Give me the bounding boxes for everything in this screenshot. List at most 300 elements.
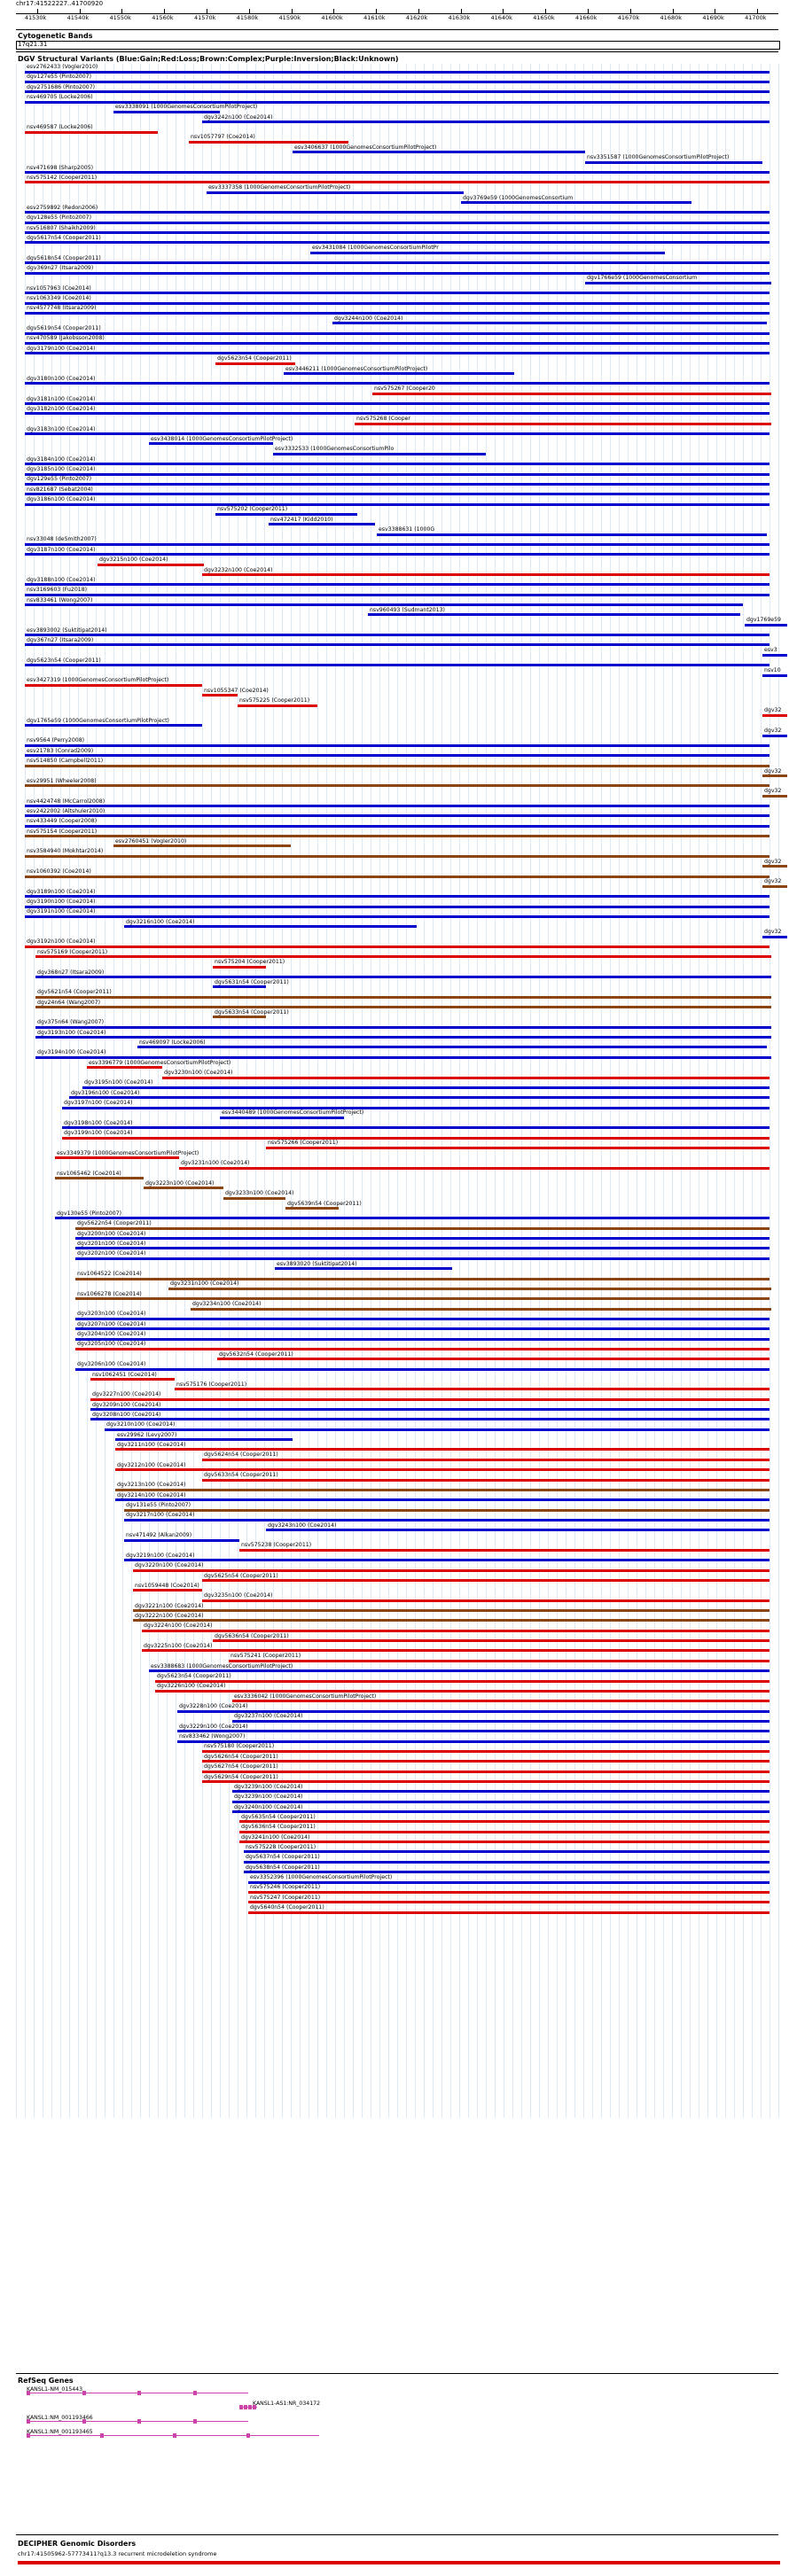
dgv-variant-row[interactable] bbox=[0, 818, 789, 828]
dgv-variant-bar[interactable] bbox=[25, 131, 158, 134]
dgv-variant-row[interactable] bbox=[0, 1442, 789, 1451]
dgv-variant-row[interactable] bbox=[0, 737, 789, 747]
dgv-variant-row[interactable] bbox=[0, 506, 789, 516]
dgv-variant-row[interactable] bbox=[0, 1733, 789, 1743]
dgv-variant-row[interactable] bbox=[0, 1381, 789, 1391]
dgv-variant-bar[interactable] bbox=[25, 594, 769, 596]
dgv-variant-row[interactable] bbox=[0, 214, 789, 224]
dgv-variant-row[interactable] bbox=[0, 1241, 789, 1250]
dgv-variant-row[interactable] bbox=[0, 1834, 789, 1844]
dgv-variant-row[interactable] bbox=[0, 899, 789, 908]
dgv-variant-row[interactable] bbox=[0, 1291, 789, 1301]
dgv-variant-bar[interactable] bbox=[55, 1177, 144, 1179]
dgv-variant-bar[interactable] bbox=[133, 1589, 202, 1592]
dgv-variant-bar[interactable] bbox=[244, 1861, 769, 1864]
dgv-variant-row[interactable] bbox=[0, 1331, 789, 1341]
dgv-variant-bar[interactable] bbox=[155, 1690, 769, 1693]
dgv-variant-row[interactable] bbox=[0, 1100, 789, 1109]
dgv-variant-bar[interactable] bbox=[75, 1327, 769, 1330]
dgv-variant-bar[interactable] bbox=[25, 342, 769, 345]
dgv-variant-row[interactable] bbox=[0, 1502, 789, 1512]
dgv-variant-row[interactable] bbox=[0, 376, 789, 385]
dgv-variant-bar[interactable] bbox=[133, 1619, 769, 1622]
dgv-variant-bar[interactable] bbox=[229, 1660, 769, 1662]
dgv-variant-row[interactable] bbox=[0, 1030, 789, 1039]
dgv-variant-row[interactable] bbox=[0, 1492, 789, 1502]
dgv-variant-bar[interactable] bbox=[25, 664, 769, 666]
dgv-variant-bar[interactable] bbox=[105, 1428, 769, 1431]
dgv-variant-row[interactable] bbox=[0, 1019, 789, 1029]
dgv-variant-row[interactable] bbox=[0, 1864, 789, 1874]
dgv-variant-row[interactable] bbox=[0, 808, 789, 818]
dgv-variant-row[interactable] bbox=[0, 748, 789, 758]
dgv-variant-bar[interactable] bbox=[248, 1911, 769, 1914]
dgv-variant-bar[interactable] bbox=[220, 1117, 344, 1119]
dgv-variant-row[interactable] bbox=[0, 1171, 789, 1180]
dgv-variant-bar[interactable] bbox=[55, 1217, 769, 1219]
dgv-variant-bar[interactable] bbox=[25, 473, 769, 476]
dgv-variant-bar[interactable] bbox=[75, 1247, 769, 1249]
dgv-variant-row[interactable] bbox=[0, 697, 789, 707]
dgv-variant-row[interactable] bbox=[0, 1451, 789, 1461]
dgv-variant-bar[interactable] bbox=[202, 694, 238, 697]
dgv-variant-bar[interactable] bbox=[25, 603, 743, 606]
dgv-variant-row[interactable] bbox=[0, 1784, 789, 1794]
dgv-variant-bar[interactable] bbox=[124, 1559, 769, 1561]
dgv-variant-row[interactable] bbox=[0, 1522, 789, 1532]
dgv-variant-bar[interactable] bbox=[762, 795, 787, 798]
dgv-variant-bar[interactable] bbox=[585, 161, 762, 164]
dgv-variant-row[interactable] bbox=[0, 325, 789, 335]
dgv-variant-bar[interactable] bbox=[25, 876, 769, 878]
dgv-variant-row[interactable] bbox=[0, 1180, 789, 1190]
dgv-variant-row[interactable] bbox=[0, 1542, 789, 1552]
dgv-variant-bar[interactable] bbox=[585, 282, 771, 284]
dgv-variant-bar[interactable] bbox=[189, 141, 348, 144]
dgv-variant-row[interactable] bbox=[0, 1039, 789, 1049]
dgv-variant-row[interactable] bbox=[0, 536, 789, 546]
dgv-variant-row[interactable] bbox=[0, 295, 789, 305]
dgv-variant-row[interactable] bbox=[0, 1884, 789, 1894]
dgv-variant-row[interactable] bbox=[0, 1562, 789, 1572]
dgv-variant-row[interactable] bbox=[0, 436, 789, 446]
dgv-variant-bar[interactable] bbox=[239, 1549, 769, 1552]
dgv-variant-row[interactable] bbox=[0, 567, 789, 577]
dgv-variant-bar[interactable] bbox=[223, 1197, 285, 1200]
dgv-variant-row[interactable] bbox=[0, 908, 789, 918]
dgv-variant-row[interactable] bbox=[0, 778, 789, 788]
dgv-variant-bar[interactable] bbox=[762, 735, 787, 737]
dgv-variant-bar[interactable] bbox=[133, 1609, 769, 1612]
dgv-variant-bar[interactable] bbox=[213, 966, 266, 969]
dgv-variant-bar[interactable] bbox=[215, 513, 357, 516]
dgv-variant-row[interactable] bbox=[0, 1109, 789, 1119]
dgv-variant-bar[interactable] bbox=[142, 1630, 769, 1632]
dgv-variant-row[interactable] bbox=[0, 1402, 789, 1412]
dgv-variant-bar[interactable] bbox=[25, 724, 202, 727]
dgv-variant-bar[interactable] bbox=[232, 1810, 769, 1813]
dgv-variant-bar[interactable] bbox=[25, 825, 769, 828]
dgv-variant-bar[interactable] bbox=[762, 654, 787, 657]
dgv-variant-row[interactable] bbox=[0, 979, 789, 989]
dgv-variant-row[interactable] bbox=[0, 526, 789, 536]
dgv-variant-row[interactable] bbox=[0, 1663, 789, 1673]
dgv-variant-row[interactable] bbox=[0, 1250, 789, 1260]
dgv-variant-row[interactable] bbox=[0, 798, 789, 808]
dgv-variant-bar[interactable] bbox=[90, 1418, 769, 1420]
dgv-variant-bar[interactable] bbox=[25, 382, 769, 385]
dgv-variant-row[interactable] bbox=[0, 255, 789, 265]
dgv-variant-bar[interactable] bbox=[25, 402, 769, 405]
dgv-variant-row[interactable] bbox=[0, 496, 789, 506]
dgv-variant-row[interactable] bbox=[0, 346, 789, 355]
dgv-variant-bar[interactable] bbox=[168, 1288, 771, 1290]
dgv-variant-row[interactable] bbox=[0, 416, 789, 425]
dgv-variant-bar[interactable] bbox=[25, 553, 769, 556]
dgv-variant-row[interactable] bbox=[0, 205, 789, 214]
dgv-variant-row[interactable] bbox=[0, 1160, 789, 1170]
dgv-variant-bar[interactable] bbox=[762, 774, 787, 777]
dgv-variant-bar[interactable] bbox=[25, 302, 769, 305]
dgv-variant-row[interactable] bbox=[0, 1261, 789, 1271]
dgv-variant-row[interactable] bbox=[0, 1683, 789, 1693]
dgv-variant-bar[interactable] bbox=[202, 1459, 769, 1461]
dgv-variant-row[interactable] bbox=[0, 335, 789, 345]
dgv-variant-bar[interactable] bbox=[25, 765, 769, 767]
dgv-variant-row[interactable] bbox=[0, 718, 789, 728]
dgv-variant-row[interactable] bbox=[0, 1210, 789, 1220]
dgv-variant-row[interactable] bbox=[0, 728, 789, 737]
dgv-variant-bar[interactable] bbox=[35, 1036, 771, 1039]
dgv-variant-row[interactable] bbox=[0, 1643, 789, 1653]
dgv-variant-bar[interactable] bbox=[25, 855, 769, 858]
dgv-variant-row[interactable] bbox=[0, 1090, 789, 1100]
dgv-variant-bar[interactable] bbox=[202, 121, 769, 123]
dgv-variant-row[interactable] bbox=[0, 1673, 789, 1683]
dgv-variant-row[interactable] bbox=[0, 396, 789, 406]
dgv-variant-row[interactable] bbox=[0, 175, 789, 184]
dgv-variant-bar[interactable] bbox=[202, 1780, 769, 1783]
dgv-variant-row[interactable] bbox=[0, 144, 789, 154]
dgv-variant-row[interactable] bbox=[0, 1341, 789, 1350]
dgv-variant-bar[interactable] bbox=[239, 1820, 769, 1823]
dgv-variant-bar[interactable] bbox=[244, 1871, 769, 1873]
dgv-variant-bar[interactable] bbox=[25, 412, 769, 415]
dgv-variant-bar[interactable] bbox=[82, 1086, 769, 1089]
dgv-variant-row[interactable] bbox=[0, 1592, 789, 1602]
dgv-variant-row[interactable] bbox=[0, 134, 789, 144]
dgv-variant-bar[interactable] bbox=[90, 1408, 769, 1411]
dgv-variant-bar[interactable] bbox=[87, 1066, 162, 1069]
dgv-variant-row[interactable] bbox=[0, 1754, 789, 1763]
dgv-variant-row[interactable] bbox=[0, 426, 789, 436]
dgv-variant-bar[interactable] bbox=[25, 744, 769, 747]
dgv-variant-row[interactable] bbox=[0, 1874, 789, 1884]
dgv-variant-row[interactable] bbox=[0, 1070, 789, 1079]
dgv-variant-row[interactable] bbox=[0, 195, 789, 205]
dgv-variant-row[interactable] bbox=[0, 969, 789, 979]
dgv-variant-bar[interactable] bbox=[248, 1901, 769, 1903]
dgv-variant-row[interactable] bbox=[0, 315, 789, 325]
dgv-variant-row[interactable] bbox=[0, 355, 789, 365]
dgv-variant-bar[interactable] bbox=[113, 844, 291, 847]
dgv-variant-row[interactable] bbox=[0, 245, 789, 254]
dgv-variant-bar[interactable] bbox=[25, 583, 769, 586]
dgv-variant-row[interactable] bbox=[0, 758, 789, 767]
dgv-variant-bar[interactable] bbox=[745, 624, 787, 626]
dgv-variant-row[interactable] bbox=[0, 1774, 789, 1784]
dgv-variant-row[interactable] bbox=[0, 1140, 789, 1149]
dgv-variant-bar[interactable] bbox=[762, 885, 787, 888]
dgv-variant-bar[interactable] bbox=[25, 171, 769, 174]
dgv-variant-row[interactable] bbox=[0, 1391, 789, 1401]
dgv-variant-bar[interactable] bbox=[202, 1771, 769, 1773]
dgv-variant-row[interactable] bbox=[0, 667, 789, 677]
dgv-variant-bar[interactable] bbox=[25, 181, 769, 183]
dgv-variant-row[interactable] bbox=[0, 1743, 789, 1753]
dgv-variant-bar[interactable] bbox=[124, 1539, 239, 1542]
dgv-variant-bar[interactable] bbox=[98, 564, 204, 566]
dgv-variant-row[interactable] bbox=[0, 1573, 789, 1583]
dgv-variant-bar[interactable] bbox=[25, 634, 769, 636]
dgv-variant-row[interactable] bbox=[0, 1049, 789, 1059]
dgv-variant-row[interactable] bbox=[0, 1482, 789, 1491]
dgv-variant-bar[interactable] bbox=[372, 393, 771, 395]
dgv-variant-row[interactable] bbox=[0, 1201, 789, 1210]
dgv-variant-bar[interactable] bbox=[355, 423, 771, 425]
dgv-variant-bar[interactable] bbox=[35, 955, 771, 958]
dgv-variant-row[interactable] bbox=[0, 1713, 789, 1723]
dgv-variant-row[interactable] bbox=[0, 1462, 789, 1472]
dgv-variant-row[interactable] bbox=[0, 627, 789, 637]
dgv-variant-row[interactable] bbox=[0, 1150, 789, 1160]
dgv-variant-bar[interactable] bbox=[25, 684, 202, 687]
dgv-variant-row[interactable] bbox=[0, 446, 789, 455]
dgv-variant-bar[interactable] bbox=[25, 352, 769, 354]
dgv-variant-bar[interactable] bbox=[232, 1790, 769, 1793]
dgv-variant-bar[interactable] bbox=[162, 1077, 769, 1079]
dgv-variant-row[interactable] bbox=[0, 788, 789, 798]
dgv-variant-row[interactable] bbox=[0, 989, 789, 999]
dgv-variant-row[interactable] bbox=[0, 1512, 789, 1521]
dgv-variant-row[interactable] bbox=[0, 829, 789, 838]
dgv-variant-bar[interactable] bbox=[25, 543, 769, 546]
dgv-variant-row[interactable] bbox=[0, 1280, 789, 1290]
dgv-variant-row[interactable] bbox=[0, 1603, 789, 1613]
dgv-variant-bar[interactable] bbox=[202, 1579, 769, 1582]
dgv-variant-bar[interactable] bbox=[25, 906, 769, 908]
dgv-variant-bar[interactable] bbox=[124, 1519, 769, 1521]
dgv-variant-row[interactable] bbox=[0, 1231, 789, 1241]
dgv-variant-bar[interactable] bbox=[232, 1801, 769, 1803]
dgv-variant-row[interactable] bbox=[0, 84, 789, 94]
dgv-variant-bar[interactable] bbox=[25, 272, 769, 275]
dgv-variant-bar[interactable] bbox=[62, 1137, 769, 1140]
dgv-variant-bar[interactable] bbox=[762, 714, 787, 717]
dgv-variant-bar[interactable] bbox=[25, 231, 769, 234]
dgv-variant-row[interactable] bbox=[0, 889, 789, 899]
dgv-variant-bar[interactable] bbox=[115, 1489, 769, 1491]
dgv-variant-row[interactable] bbox=[0, 607, 789, 617]
dgv-variant-bar[interactable] bbox=[191, 1308, 771, 1311]
dgv-variant-row[interactable] bbox=[0, 1321, 789, 1331]
dgv-variant-bar[interactable] bbox=[284, 372, 514, 375]
dgv-variant-row[interactable] bbox=[0, 1432, 789, 1442]
dgv-variant-row[interactable] bbox=[0, 919, 789, 929]
dgv-variant-bar[interactable] bbox=[69, 1096, 769, 1099]
dgv-variant-bar[interactable] bbox=[269, 523, 375, 525]
dgv-variant-row[interactable] bbox=[0, 929, 789, 938]
dgv-variant-bar[interactable] bbox=[25, 463, 769, 465]
dgv-variant-row[interactable] bbox=[0, 949, 789, 959]
dgv-variant-bar[interactable] bbox=[25, 915, 769, 918]
dgv-variant-bar[interactable] bbox=[133, 1569, 769, 1572]
dgv-variant-row[interactable] bbox=[0, 1190, 789, 1200]
dgv-variant-bar[interactable] bbox=[202, 1750, 769, 1753]
dgv-variant-bar[interactable] bbox=[244, 1850, 769, 1853]
dgv-variant-row[interactable] bbox=[0, 1351, 789, 1361]
dgv-variant-bar[interactable] bbox=[75, 1368, 769, 1371]
dgv-variant-bar[interactable] bbox=[115, 1498, 769, 1501]
dgv-variant-bar[interactable] bbox=[275, 1267, 452, 1270]
dgv-variant-bar[interactable] bbox=[25, 312, 769, 315]
dgv-variant-row[interactable] bbox=[0, 707, 789, 717]
dgv-variant-bar[interactable] bbox=[202, 1760, 769, 1763]
dgv-variant-row[interactable] bbox=[0, 838, 789, 848]
dgv-variant-bar[interactable] bbox=[266, 1147, 769, 1149]
dgv-variant-bar[interactable] bbox=[35, 1006, 771, 1008]
dgv-variant-bar[interactable] bbox=[75, 1348, 769, 1350]
dgv-variant-bar[interactable] bbox=[215, 362, 295, 365]
dgv-variant-bar[interactable] bbox=[137, 1046, 767, 1048]
dgv-variant-row[interactable] bbox=[0, 1553, 789, 1562]
dgv-variant-row[interactable] bbox=[0, 154, 789, 164]
dgv-variant-row[interactable] bbox=[0, 556, 789, 566]
dgv-variant-bar[interactable] bbox=[149, 442, 273, 445]
dgv-variant-bar[interactable] bbox=[62, 1107, 769, 1109]
dgv-variant-bar[interactable] bbox=[177, 1730, 769, 1732]
dgv-variant-row[interactable] bbox=[0, 64, 789, 74]
dgv-variant-row[interactable] bbox=[0, 848, 789, 858]
dgv-variant-bar[interactable] bbox=[25, 814, 769, 817]
dgv-variant-bar[interactable] bbox=[115, 1448, 769, 1451]
dgv-variant-bar[interactable] bbox=[232, 1700, 769, 1702]
dgv-variant-row[interactable] bbox=[0, 637, 789, 647]
dgv-variant-row[interactable] bbox=[0, 1472, 789, 1482]
dgv-variant-row[interactable] bbox=[0, 1703, 789, 1713]
dgv-variant-row[interactable] bbox=[0, 385, 789, 395]
dgv-variant-bar[interactable] bbox=[25, 222, 769, 224]
dgv-variant-bar[interactable] bbox=[239, 1841, 769, 1843]
dgv-variant-row[interactable] bbox=[0, 1079, 789, 1089]
dgv-variant-bar[interactable] bbox=[266, 1529, 769, 1531]
dgv-variant-bar[interactable] bbox=[310, 252, 665, 254]
dgv-variant-bar[interactable] bbox=[124, 925, 417, 928]
dgv-variant-row[interactable] bbox=[0, 517, 789, 526]
dgv-variant-bar[interactable] bbox=[213, 1016, 266, 1018]
dgv-variant-row[interactable] bbox=[0, 466, 789, 476]
dgv-variant-row[interactable] bbox=[0, 1301, 789, 1311]
dgv-variant-bar[interactable] bbox=[377, 533, 767, 536]
dgv-variant-row[interactable] bbox=[0, 617, 789, 626]
dgv-variant-bar[interactable] bbox=[248, 1891, 769, 1894]
dgv-variant-bar[interactable] bbox=[75, 1278, 769, 1280]
dgv-variant-row[interactable] bbox=[0, 305, 789, 315]
dgv-variant-bar[interactable] bbox=[25, 835, 769, 837]
dgv-variant-row[interactable] bbox=[0, 1844, 789, 1854]
dgv-variant-row[interactable] bbox=[0, 859, 789, 868]
dgv-variant-row[interactable] bbox=[0, 1361, 789, 1371]
dgv-variant-row[interactable] bbox=[0, 587, 789, 596]
dgv-variant-bar[interactable] bbox=[90, 1378, 175, 1381]
dgv-variant-row[interactable] bbox=[0, 1009, 789, 1019]
dgv-variant-row[interactable] bbox=[0, 265, 789, 275]
dgv-variant-bar[interactable] bbox=[25, 754, 769, 757]
dgv-variant-bar[interactable] bbox=[175, 1388, 769, 1390]
dgv-variant-bar[interactable] bbox=[55, 1156, 179, 1159]
dgv-variant-bar[interactable] bbox=[25, 332, 769, 335]
dgv-variant-row[interactable] bbox=[0, 577, 789, 587]
dgv-variant-bar[interactable] bbox=[217, 1358, 769, 1360]
dgv-variant-bar[interactable] bbox=[238, 704, 317, 707]
dgv-variant-row[interactable] bbox=[0, 114, 789, 124]
dgv-variant-bar[interactable] bbox=[293, 151, 585, 153]
dgv-variant-row[interactable] bbox=[0, 1421, 789, 1431]
dgv-variant-bar[interactable] bbox=[62, 1126, 769, 1129]
dgv-variant-row[interactable] bbox=[0, 959, 789, 969]
dgv-variant-row[interactable] bbox=[0, 547, 789, 556]
dgv-variant-bar[interactable] bbox=[115, 1468, 769, 1471]
dgv-variant-row[interactable] bbox=[0, 1794, 789, 1803]
dgv-variant-bar[interactable] bbox=[149, 1669, 769, 1672]
dgv-variant-bar[interactable] bbox=[213, 1639, 769, 1642]
dgv-variant-row[interactable] bbox=[0, 1220, 789, 1230]
dgv-variant-bar[interactable] bbox=[35, 1026, 771, 1029]
dgv-variant-row[interactable] bbox=[0, 456, 789, 466]
dgv-variant-bar[interactable] bbox=[75, 1227, 769, 1230]
dgv-variant-row[interactable] bbox=[0, 225, 789, 235]
dgv-variant-row[interactable] bbox=[0, 285, 789, 295]
dgv-variant-row[interactable] bbox=[0, 1583, 789, 1592]
dgv-variant-bar[interactable] bbox=[25, 90, 769, 93]
dgv-variant-bar[interactable] bbox=[25, 895, 769, 898]
dgv-variant-row[interactable] bbox=[0, 1532, 789, 1542]
dgv-variant-row[interactable] bbox=[0, 1895, 789, 1904]
dgv-variant-row[interactable] bbox=[0, 1814, 789, 1824]
dgv-variant-bar[interactable] bbox=[239, 1831, 769, 1833]
dgv-variant-bar[interactable] bbox=[177, 1710, 769, 1713]
dgv-variant-bar[interactable] bbox=[25, 432, 769, 435]
dgv-variant-row[interactable] bbox=[0, 94, 789, 104]
dgv-variant-bar[interactable] bbox=[202, 573, 769, 576]
dgv-variant-row[interactable] bbox=[0, 1824, 789, 1833]
dgv-variant-bar[interactable] bbox=[248, 1881, 769, 1884]
dgv-variant-row[interactable] bbox=[0, 366, 789, 376]
dgv-variant-row[interactable] bbox=[0, 165, 789, 175]
dgv-variant-bar[interactable] bbox=[762, 936, 787, 938]
dgv-variant-row[interactable] bbox=[0, 1763, 789, 1773]
dgv-variant-row[interactable] bbox=[0, 486, 789, 496]
dgv-variant-bar[interactable] bbox=[25, 241, 769, 244]
dgv-variant-row[interactable] bbox=[0, 658, 789, 667]
dgv-variant-row[interactable] bbox=[0, 1633, 789, 1643]
dgv-variant-bar[interactable] bbox=[75, 1237, 769, 1240]
dgv-variant-bar[interactable] bbox=[25, 211, 769, 214]
dgv-variant-bar[interactable] bbox=[25, 101, 769, 104]
dgv-variant-row[interactable] bbox=[0, 406, 789, 416]
dgv-variant-bar[interactable] bbox=[461, 201, 691, 204]
dgv-variant-bar[interactable] bbox=[25, 503, 769, 506]
